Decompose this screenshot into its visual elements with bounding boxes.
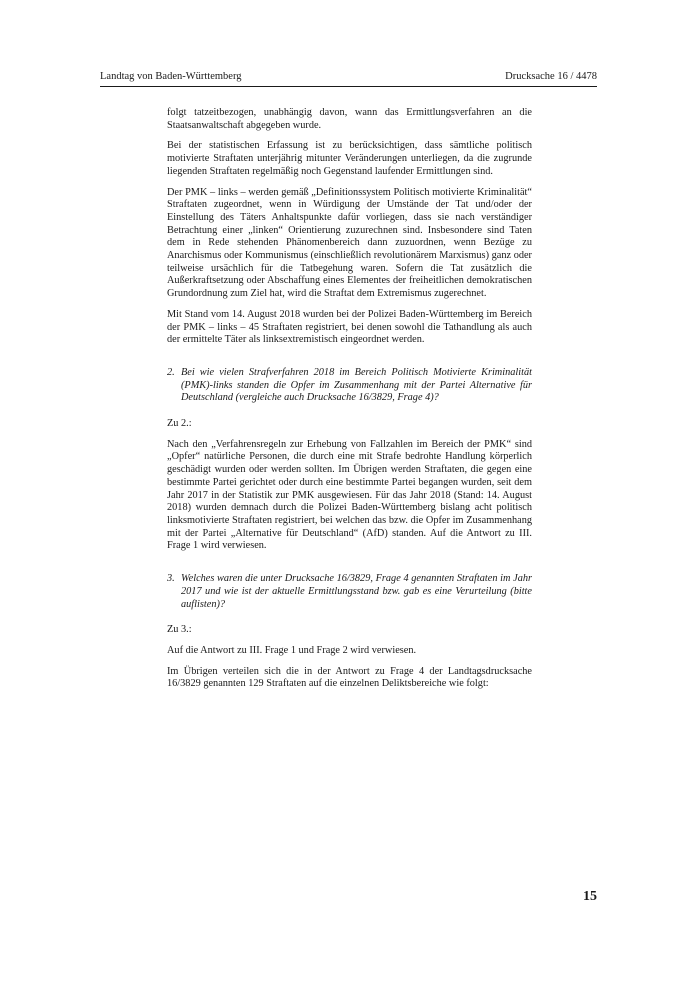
answer-3-label: Zu 3.: <box>167 624 192 636</box>
paragraph-4: Mit Stand vom 14. August 2018 wurden bei der Polizei Baden-Württemberg im Bereich der PMK – links – 45 Straftaten registriert, bei denen sowohl die Tathandlung als auch der ermittelte Täter als linksextremistisch eingeordnet werden. <box>167 308 532 346</box>
page-number: 15 <box>583 889 597 904</box>
answer-2-label: Zu 2.: <box>167 418 192 430</box>
document-body <box>167 107 532 699</box>
answer-3-paragraph-2: Im Übrigen verteilen sich die in der Antwort zu Frage 4 der Landtagsdrucksache 16/3829 genannten 129 Straftaten auf die einzelnen Deliktsbereiche wie folgt: <box>167 665 532 690</box>
header-divider <box>100 86 597 87</box>
page-header <box>100 70 597 83</box>
paragraph-1: folgt tatzeitbezogen, unabhängig davon, wann das Ermittlungsverfahren an die Staatsanwaltschaft abgegeben wurde. <box>167 107 532 131</box>
answer-2-text: Nach den „Verfahrensregeln zur Erhebung von Fallzahlen im Bereich der PMK“ sind „Opfer“ natürliche Personen, die durch eine mit Strafe bedrohte Handlung körperlich geschädigt wurden oder werden sollten. Im Übrigen werden Straftaten, die gegen eine bestimmte Partei gerichtet oder durch eine bestimmte Partei begangen wurden, seit dem Jahr 2017 in der Statistik zur PMK ausgewiesen. Für das Jahr 2018 (Stand: 14. August 2018) wurden demnach durch die Polizei Baden-Württemberg bislang acht politisch linksmotivierte Straftaten registriert, bei welchen das bzw. die Opfer im Zusammenhang mit der Partei „Alternative für Deutschland“ (AfD) standen. Auf die Antwort zu III. Frage 1 wird verwiesen. <box>167 438 532 552</box>
question-3-text: Welches waren die unter Drucksache 16/3829, Frage 4 genannten Straftaten im Jahr 2017 und wie ist der aktuelle Ermittlungsstand bzw. gab es eine Verurteilung (bitte auflisten)? <box>181 573 532 610</box>
paragraph-3: Der PMK – links – werden gemäß „Definitionssystem Politisch motivierte Kriminalität“ Straftaten zugeordnet, wenn in Würdigung der Umstände der Tat und/oder der Einstellung des Täters Anhaltspunkte dafür vorliegen, dass sie nach verständiger Betrachtung einer „linken“ Orientierung zuzurechnen sind. Insbesondere sind Taten dem in Rede stehenden Phänomenbereich dann zuzuordnen, wenn Bezüge zu Anarchismus oder Kommunismus (einschließlich revolutionärem Marxismus) ganz oder teilweise ursächlich für die Tatbegehung waren. Sofern die Tat zusätzlich die Außerkraftsetzung oder Abschaffung eines Elementes der freiheitlichen demokratischen Grundordnung zum Ziel hat, wird die Straftat dem Extremismus zugerechnet. <box>167 186 532 300</box>
question-2 <box>167 367 532 405</box>
question-3-number: 3. <box>167 573 175 585</box>
answer-3-paragraph-1: Auf die Antwort zu III. Frage 1 und Frage 2 wird verwiesen. <box>167 644 417 656</box>
paragraph-2: Bei der statistischen Erfassung ist zu berücksichtigen, dass sämtliche politisch motivierte Straftaten unterjährig mitunter Veränderungen unterliegen, da die zugrunde liegenden Straftaten regelmäßig noch Gegenstand laufender Ermittlungen sind. <box>167 140 532 177</box>
header-left: Landtag von Baden-Württemberg <box>100 71 242 82</box>
question-2-number: 2. <box>167 366 175 378</box>
header-right: Drucksache 16 / 4478 <box>505 71 597 82</box>
question-3 <box>167 573 532 611</box>
question-2-text: Bei wie vielen Strafverfahren 2018 im Bereich Politisch Motivierte Kriminalität (PMK)-links standen die Opfer im Zusammenhang mit der Partei Alternative für Deutschland (vergleiche auch Drucksache 16/3829, Frage 4)? <box>181 366 532 404</box>
